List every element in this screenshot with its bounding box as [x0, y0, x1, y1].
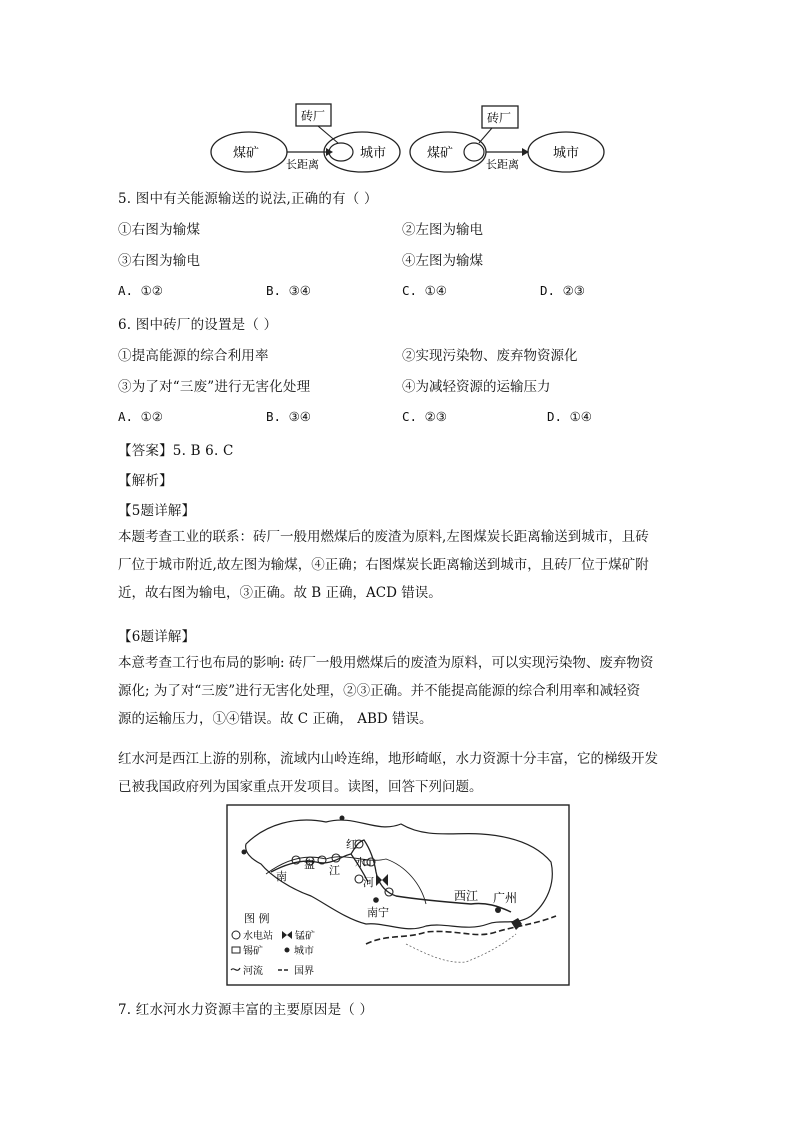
q6-option-b[interactable]: B. ③④: [266, 409, 311, 424]
city-dot-top: [340, 816, 345, 821]
map-frame: [227, 805, 569, 985]
river-char-shui: 水: [355, 856, 366, 869]
q6-option-c[interactable]: C. ②③: [402, 409, 447, 424]
detail-6-line-1: 本意考查工行也布局的影响: 砖厂一般用燃煤后的废渣为原料，可以实现污染物、废弃物资: [118, 655, 654, 671]
left-city-label: 城市: [360, 146, 387, 161]
legend-city-label: 城市: [294, 946, 314, 957]
q6-option-a[interactable]: A. ①②: [118, 409, 163, 424]
energy-transport-diagrams: [0, 0, 794, 180]
map-label-nanning: 南宁: [367, 906, 389, 919]
detail-6-paragraph: [118, 649, 678, 733]
analysis-label: 【解析】: [118, 473, 173, 489]
city-dot-west: [242, 850, 247, 855]
q5-option-b[interactable]: B. ③④: [266, 283, 311, 298]
river-char-hong: 红: [346, 838, 357, 851]
legend-hydro-label: 水电站: [243, 931, 273, 942]
map-label-guangzhou: 广州: [493, 891, 518, 905]
right-brick-pointer: [479, 128, 492, 143]
hongshui-river-map: [226, 804, 570, 986]
right-coal-label: 煤矿: [427, 146, 454, 161]
q6-statement-2: ②实现污染物、废弃物资源化: [402, 348, 578, 364]
river-char-jiang: 江: [329, 864, 340, 877]
q5-statement-4: ④左图为输煤: [402, 253, 483, 269]
q5-option-a[interactable]: A. ①②: [118, 283, 163, 298]
detail-6-label: 【6题详解】: [118, 629, 196, 645]
q6-statement-4: ④为减轻资源的运输压力: [402, 379, 551, 395]
answer-line: 【答案】5. B 6. C: [118, 443, 234, 459]
right-city-label: 城市: [553, 146, 580, 161]
q6-statement-3: ③为了对“三废”进行无害化处理: [118, 379, 311, 395]
river-char-he: 河: [363, 876, 374, 889]
q5-stem: 5. 图中有关能源输送的说法,正确的有（ ）: [118, 191, 378, 207]
right-diagram: [410, 106, 604, 172]
passage-paragraph: [118, 745, 678, 801]
right-brick-label: 砖厂: [487, 111, 512, 125]
q6-statement-1: ①提高能源的综合利用率: [118, 348, 269, 364]
passage-line-2: 已被我国政府列为国家重点开发项目。读图，回答下列问题。: [118, 779, 483, 795]
map-label-xijiang: 西江: [454, 889, 479, 903]
legend-city-icon: [285, 948, 290, 953]
legend-border-label: 国界: [294, 966, 314, 977]
left-coal-label: 煤矿: [233, 146, 260, 161]
q5-option-c[interactable]: C. ①④: [402, 283, 447, 298]
legend-title: 图 例: [244, 912, 270, 925]
detail-5-label: 【5题详解】: [118, 503, 196, 519]
passage-line-1: 红水河是西江上游的别称，流域内山岭连绵，地形崎岖，水力资源十分丰富，它的梯级开发: [118, 751, 658, 767]
legend-river-label: 河流: [243, 966, 263, 977]
city-dot-nanning: [373, 897, 379, 903]
left-distance-label: 长距离: [286, 158, 319, 171]
detail-6-line-3: 源的运输压力，①④错误。故 C 正确， ABD 错误。: [118, 711, 433, 727]
detail-5-line-3: 近，故右图为输电，③正确。故 B 正确，ACD 错误。: [118, 585, 442, 601]
detail-5-line-2: 厂位于城市附近,故左图为输煤，④正确；右图煤炭长距离输送到城市，且砖厂位于煤矿附: [118, 557, 649, 573]
q5-statement-3: ③右图为输电: [118, 253, 201, 269]
detail-6-line-2: 源化; 为了对“三废”进行无害化处理，②③正确。并不能提高能源的综合利用率和减轻资: [118, 683, 641, 699]
right-brick-small-ellipse: [464, 143, 484, 161]
q5-statement-1: ①右图为输煤: [118, 222, 201, 238]
river-char-nan: 南: [276, 870, 287, 883]
q5-statement-2: ②左图为输电: [402, 222, 483, 238]
detail-5-line-1: 本题考查工业的联系：砖厂一般用燃煤后的废渣为原料,左图煤炭长距离输送到城市，且砖: [118, 529, 649, 545]
legend-manganese-label: 锰矿: [295, 931, 315, 942]
left-brick-label: 砖厂: [301, 109, 326, 123]
left-diagram: [211, 104, 400, 172]
q6-stem: 6. 图中砖厂的设置是（ ）: [118, 317, 278, 333]
right-distance-label: 长距离: [486, 158, 519, 171]
q7-stem: 7. 红水河水力资源丰富的主要原因是（ ）: [118, 1002, 374, 1018]
legend-tin-label: 锡矿: [243, 946, 263, 957]
detail-5-paragraph: [118, 523, 678, 607]
city-dot-guangzhou: [495, 907, 501, 913]
q6-option-d[interactable]: D. ①④: [547, 409, 592, 424]
q5-option-d[interactable]: D. ②③: [540, 283, 585, 298]
river-char-pan: 盘: [304, 858, 315, 871]
left-brick-pointer: [318, 126, 338, 143]
